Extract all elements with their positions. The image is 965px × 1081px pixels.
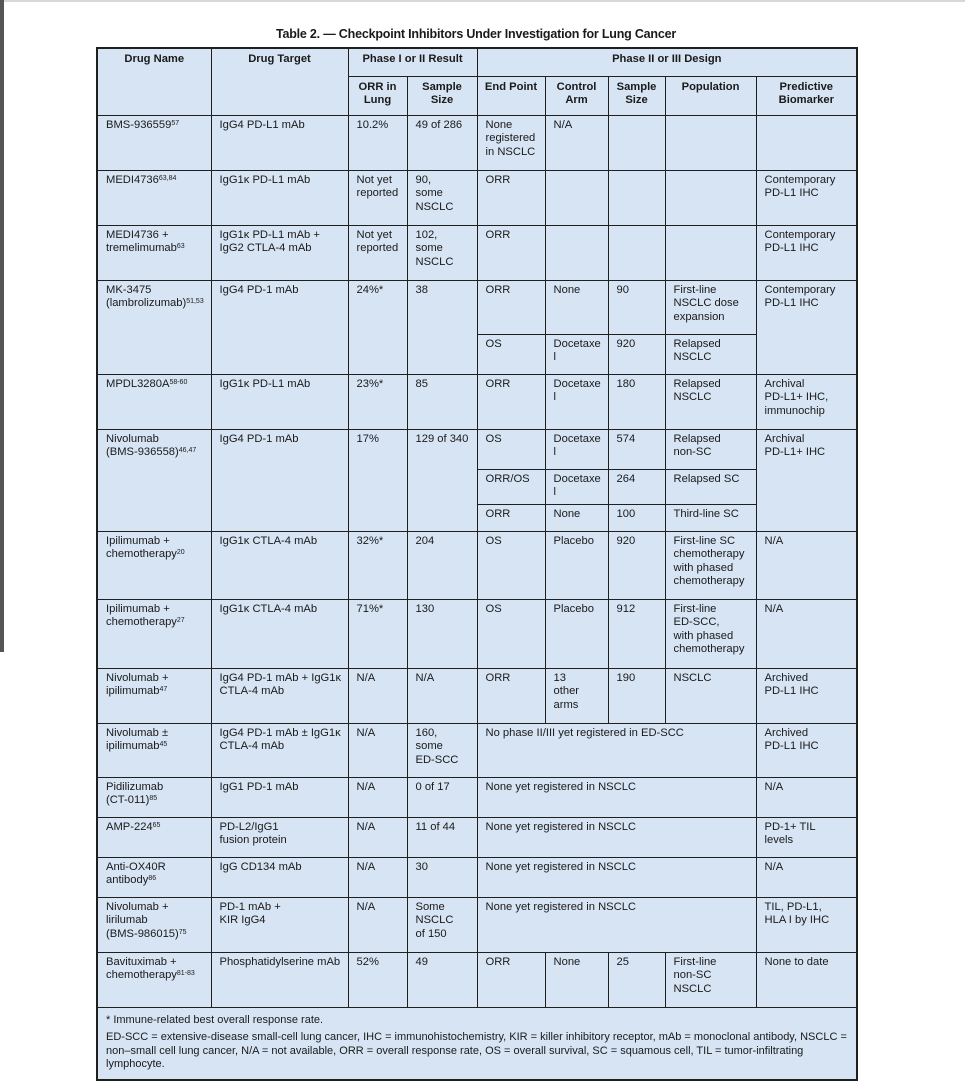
cell-control-arm: Docetaxel [545, 374, 608, 429]
cell-control-arm: 13 other arms [545, 668, 608, 723]
cell-drug-target: IgG1κ CTLA-4 mAb [211, 599, 348, 668]
cell-population: Third-line SC [665, 504, 756, 531]
reference-superscript: 75 [178, 928, 187, 936]
reference-superscript: 65 [152, 821, 161, 829]
drug-name-text: Nivolumab ± ipilimumab [106, 726, 169, 753]
cell-end-point: OS [477, 599, 545, 668]
cell-sample-size-2 [608, 170, 665, 225]
table-body [97, 115, 857, 1007]
header-control-arm: Control Arm [545, 76, 608, 115]
header-population: Population [665, 76, 756, 115]
cell-predictive-biomarker: N/A [756, 599, 857, 668]
table-row [97, 952, 857, 1007]
cell-drug-name [97, 374, 211, 429]
cell-population: Relapsed NSCLC [665, 374, 756, 429]
cell-drug-target: IgG4 PD-1 mAb + IgG1κ CTLA-4 mAb [211, 668, 348, 723]
cell-population [665, 115, 756, 170]
reference-superscript: 63 [176, 243, 185, 251]
table-row [97, 225, 857, 280]
cell-drug-name [97, 723, 211, 777]
cell-predictive-biomarker: Archival PD-L1+ IHC, immunochip [756, 374, 857, 429]
header-end-point: End Point [477, 76, 545, 115]
cell-sample-size: N/A [407, 668, 477, 723]
cell-drug-name [97, 817, 211, 857]
header-drug-name: Drug Name [97, 48, 211, 115]
cell-sample-size-2: 180 [608, 374, 665, 429]
reference-superscript: 57 [171, 119, 180, 127]
cell-control-arm [545, 170, 608, 225]
cell-orr-in-lung: Not yet reported [348, 170, 407, 225]
drug-name-text: Pidilizumab (CT-011) [106, 780, 164, 807]
cell-control-arm: Docetaxel [545, 334, 608, 374]
cell-control-arm [545, 225, 608, 280]
table-row [97, 280, 857, 334]
drug-name-text: Nivolumab (BMS-936558) [106, 432, 179, 459]
cell-end-point: ORR [477, 280, 545, 334]
footnotes [97, 1007, 857, 1080]
reference-superscript: 51,53 [186, 298, 204, 306]
header-row-1 [97, 48, 857, 76]
reference-superscript: 47 [159, 686, 168, 694]
cell-control-arm: Docetaxel [545, 469, 608, 504]
cell-drug-target: IgG1κ PD-L1 mAb [211, 374, 348, 429]
reference-superscript: 27 [176, 617, 185, 625]
cell-end-point: ORR [477, 668, 545, 723]
table-row [97, 777, 857, 817]
header-sample-size-2: Sample Size [608, 76, 665, 115]
cell-sample-size-2: 912 [608, 599, 665, 668]
cell-sample-size: 0 of 17 [407, 777, 477, 817]
cell-end-point: OS [477, 334, 545, 374]
reference-superscript: 20 [176, 549, 185, 557]
cell-sample-size: 160, some ED-SCC [407, 723, 477, 777]
drug-name-text: AMP-224 [106, 820, 153, 833]
cell-population: First-line ED-SCC, with phased chemotherapy [665, 599, 756, 668]
cell-sample-size-2: 920 [608, 531, 665, 599]
cell-drug-target: IgG4 PD-1 mAb ± IgG1κ CTLA-4 mAb [211, 723, 348, 777]
cell-drug-name [97, 952, 211, 1007]
header-drug-target: Drug Target [211, 48, 348, 115]
cell-drug-target: Phosphatidylserine mAb [211, 952, 348, 1007]
reference-superscript: 86 [148, 875, 157, 883]
cell-end-point: ORR [477, 504, 545, 531]
table-row [97, 429, 857, 469]
header-orr-in-lung: ORR in Lung [348, 76, 407, 115]
cell-orr-in-lung: 24%* [348, 280, 407, 374]
cell-control-arm: None [545, 504, 608, 531]
cell-orr-in-lung: 71%* [348, 599, 407, 668]
cell-drug-target: PD-1 mAb + KIR IgG4 [211, 897, 348, 952]
cell-sample-size: 130 [407, 599, 477, 668]
cell-phase-2-3-note: None yet registered in NSCLC [477, 817, 756, 857]
cell-drug-target: IgG4 PD-1 mAb [211, 429, 348, 531]
drug-name-text: Anti-OX40R antibody [106, 860, 166, 887]
table-row [97, 897, 857, 952]
cell-drug-target: IgG4 PD-L1 mAb [211, 115, 348, 170]
cell-end-point: ORR [477, 952, 545, 1007]
table-row [97, 723, 857, 777]
cell-sample-size: 38 [407, 280, 477, 374]
cell-drug-name [97, 777, 211, 817]
checkpoint-inhibitors-table [96, 47, 858, 1081]
cell-predictive-biomarker: Contemporary PD-L1 IHC [756, 280, 857, 374]
cell-drug-name [97, 857, 211, 897]
cell-sample-size: 129 of 340 [407, 429, 477, 531]
cell-phase-2-3-note: No phase II/III yet registered in ED-SCC [477, 723, 756, 777]
cell-predictive-biomarker: N/A [756, 857, 857, 897]
cell-predictive-biomarker: None to date [756, 952, 857, 1007]
header-predictive-biomarker: Predictive Biomarker [756, 76, 857, 115]
cell-orr-in-lung: 17% [348, 429, 407, 531]
cell-sample-size: 90, some NSCLC [407, 170, 477, 225]
cell-drug-target: PD-L2/IgG1 fusion protein [211, 817, 348, 857]
cell-population [665, 170, 756, 225]
cell-sample-size-2: 100 [608, 504, 665, 531]
cell-sample-size-2 [608, 115, 665, 170]
cell-population: First-line SC chemotherapy with phased chemotherapy [665, 531, 756, 599]
cell-orr-in-lung: N/A [348, 668, 407, 723]
table-row [97, 668, 857, 723]
cell-population: Relapsed non-SC [665, 429, 756, 469]
reference-superscript: 63,84 [158, 174, 177, 182]
header-phase-2-3-design: Phase II or III Design [477, 48, 857, 76]
reference-superscript: 81-83 [176, 970, 195, 978]
cell-orr-in-lung: 10.2% [348, 115, 407, 170]
cell-sample-size: 11 of 44 [407, 817, 477, 857]
cell-sample-size-2: 25 [608, 952, 665, 1007]
cell-drug-target: IgG1κ CTLA-4 mAb [211, 531, 348, 599]
cell-orr-in-lung: N/A [348, 857, 407, 897]
cell-end-point: None registered in NSCLC [477, 115, 545, 170]
cell-drug-name [97, 897, 211, 952]
footnote-star: * Immune-related best overall response rate. [106, 1013, 324, 1026]
cell-control-arm: Placebo [545, 531, 608, 599]
cell-population: Relapsed NSCLC [665, 334, 756, 374]
cell-population: First-line NSCLC dose expansion [665, 280, 756, 334]
cell-predictive-biomarker: N/A [756, 777, 857, 817]
drug-name-text: Ipilimumab + chemotherapy [106, 602, 177, 629]
drug-name-text: Ipilimumab + chemotherapy [106, 534, 177, 561]
cell-control-arm: Docetaxel [545, 429, 608, 469]
cell-orr-in-lung: N/A [348, 723, 407, 777]
cell-end-point: OS [477, 429, 545, 469]
cell-orr-in-lung: N/A [348, 777, 407, 817]
cell-sample-size: 49 [407, 952, 477, 1007]
cell-drug-target: IgG4 PD-1 mAb [211, 280, 348, 374]
cell-predictive-biomarker [756, 115, 857, 170]
cell-drug-target: IgG1κ PD-L1 mAb [211, 170, 348, 225]
cell-orr-in-lung: Not yet reported [348, 225, 407, 280]
cell-predictive-biomarker: Archival PD-L1+ IHC [756, 429, 857, 531]
reference-superscript: 58-60 [169, 378, 188, 386]
cell-population [665, 225, 756, 280]
cell-control-arm: N/A [545, 115, 608, 170]
cell-control-arm: Placebo [545, 599, 608, 668]
reference-superscript: 45 [159, 741, 168, 749]
cell-sample-size-2 [608, 225, 665, 280]
cell-drug-target: IgG1κ PD-L1 mAb + IgG2 CTLA-4 mAb [211, 225, 348, 280]
cell-sample-size: 204 [407, 531, 477, 599]
cell-drug-name [97, 599, 211, 668]
cell-orr-in-lung: 52% [348, 952, 407, 1007]
table-row [97, 817, 857, 857]
cell-sample-size: 85 [407, 374, 477, 429]
cell-end-point: ORR/OS [477, 469, 545, 504]
table-row [97, 531, 857, 599]
page-left-edge [0, 0, 4, 652]
cell-sample-size: 49 of 286 [407, 115, 477, 170]
cell-sample-size: Some NSCLC of 150 [407, 897, 477, 952]
reference-superscript: 46,47 [178, 447, 197, 455]
cell-predictive-biomarker: N/A [756, 531, 857, 599]
drug-name-text: BMS-936559 [106, 118, 172, 131]
table-row [97, 115, 857, 170]
cell-drug-name [97, 280, 211, 374]
drug-name-text: MK-3475 (lambrolizumab) [106, 283, 187, 310]
cell-phase-2-3-note: None yet registered in NSCLC [477, 897, 756, 952]
table-row [97, 374, 857, 429]
cell-sample-size-2: 90 [608, 280, 665, 334]
cell-population: Relapsed SC [665, 469, 756, 504]
cell-sample-size-2: 920 [608, 334, 665, 374]
cell-drug-name [97, 668, 211, 723]
table-row [97, 170, 857, 225]
cell-orr-in-lung: 32%* [348, 531, 407, 599]
cell-sample-size: 30 [407, 857, 477, 897]
cell-predictive-biomarker: Contemporary PD-L1 IHC [756, 225, 857, 280]
cell-end-point: ORR [477, 225, 545, 280]
header-sample-size: Sample Size [407, 76, 477, 115]
header-phase-1-2-result: Phase I or II Result [348, 48, 477, 76]
footnote-row [97, 1007, 857, 1080]
cell-control-arm: None [545, 952, 608, 1007]
table-row [97, 857, 857, 897]
cell-population: NSCLC [665, 668, 756, 723]
cell-end-point: ORR [477, 374, 545, 429]
cell-sample-size-2: 190 [608, 668, 665, 723]
drug-name-text: Bavituximab + chemotherapy [106, 955, 177, 982]
cell-predictive-biomarker: TIL, PD-L1, HLA I by IHC [756, 897, 857, 952]
cell-phase-2-3-note: None yet registered in NSCLC [477, 857, 756, 897]
footnote-abbreviations: ED-SCC = extensive-disease small-cell lung cancer, IHC = immunohistochemistry, KIR = killer inhibitory receptor, mAb = monoclonal antibody, NSCLC = non–small cell lung cancer, N/A = not available, ORR = overall response rate, OS = overall survival, SC = squamous cell, TIL = tumor-infiltrating lymphocyte. [106, 1031, 847, 1071]
table-row [97, 599, 857, 668]
drug-name-text: MEDI4736 + tremelimumab [106, 228, 177, 255]
cell-end-point: ORR [477, 170, 545, 225]
cell-sample-size-2: 574 [608, 429, 665, 469]
drug-name-text: Nivolumab + lirilumab (BMS-986015) [106, 900, 179, 940]
cell-predictive-biomarker: PD-1+ TIL levels [756, 817, 857, 857]
cell-orr-in-lung: N/A [348, 817, 407, 857]
cell-drug-target: IgG1 PD-1 mAb [211, 777, 348, 817]
cell-phase-2-3-note: None yet registered in NSCLC [477, 777, 756, 817]
cell-drug-name [97, 170, 211, 225]
cell-predictive-biomarker: Contemporary PD-L1 IHC [756, 170, 857, 225]
cell-control-arm: None [545, 280, 608, 334]
page-top-border [0, 0, 965, 2]
drug-name-text: MPDL3280A [106, 377, 170, 390]
cell-drug-name [97, 115, 211, 170]
cell-drug-name [97, 429, 211, 531]
cell-population: First-line non-SC NSCLC [665, 952, 756, 1007]
cell-predictive-biomarker: Archived PD-L1 IHC [756, 723, 857, 777]
cell-orr-in-lung: 23%* [348, 374, 407, 429]
reference-superscript: 85 [149, 795, 158, 803]
cell-sample-size: 102, some NSCLC [407, 225, 477, 280]
cell-end-point: OS [477, 531, 545, 599]
drug-name-text: Nivolumab + ipilimumab [106, 671, 169, 698]
cell-drug-name [97, 225, 211, 280]
table-title: Table 2. — Checkpoint Inhibitors Under Investigation for Lung Cancer [275, 27, 677, 41]
cell-predictive-biomarker: Archived PD-L1 IHC [756, 668, 857, 723]
drug-name-text: MEDI4736 [106, 173, 159, 186]
cell-drug-target: IgG CD134 mAb [211, 857, 348, 897]
cell-drug-name [97, 531, 211, 599]
cell-orr-in-lung: N/A [348, 897, 407, 952]
cell-sample-size-2: 264 [608, 469, 665, 504]
